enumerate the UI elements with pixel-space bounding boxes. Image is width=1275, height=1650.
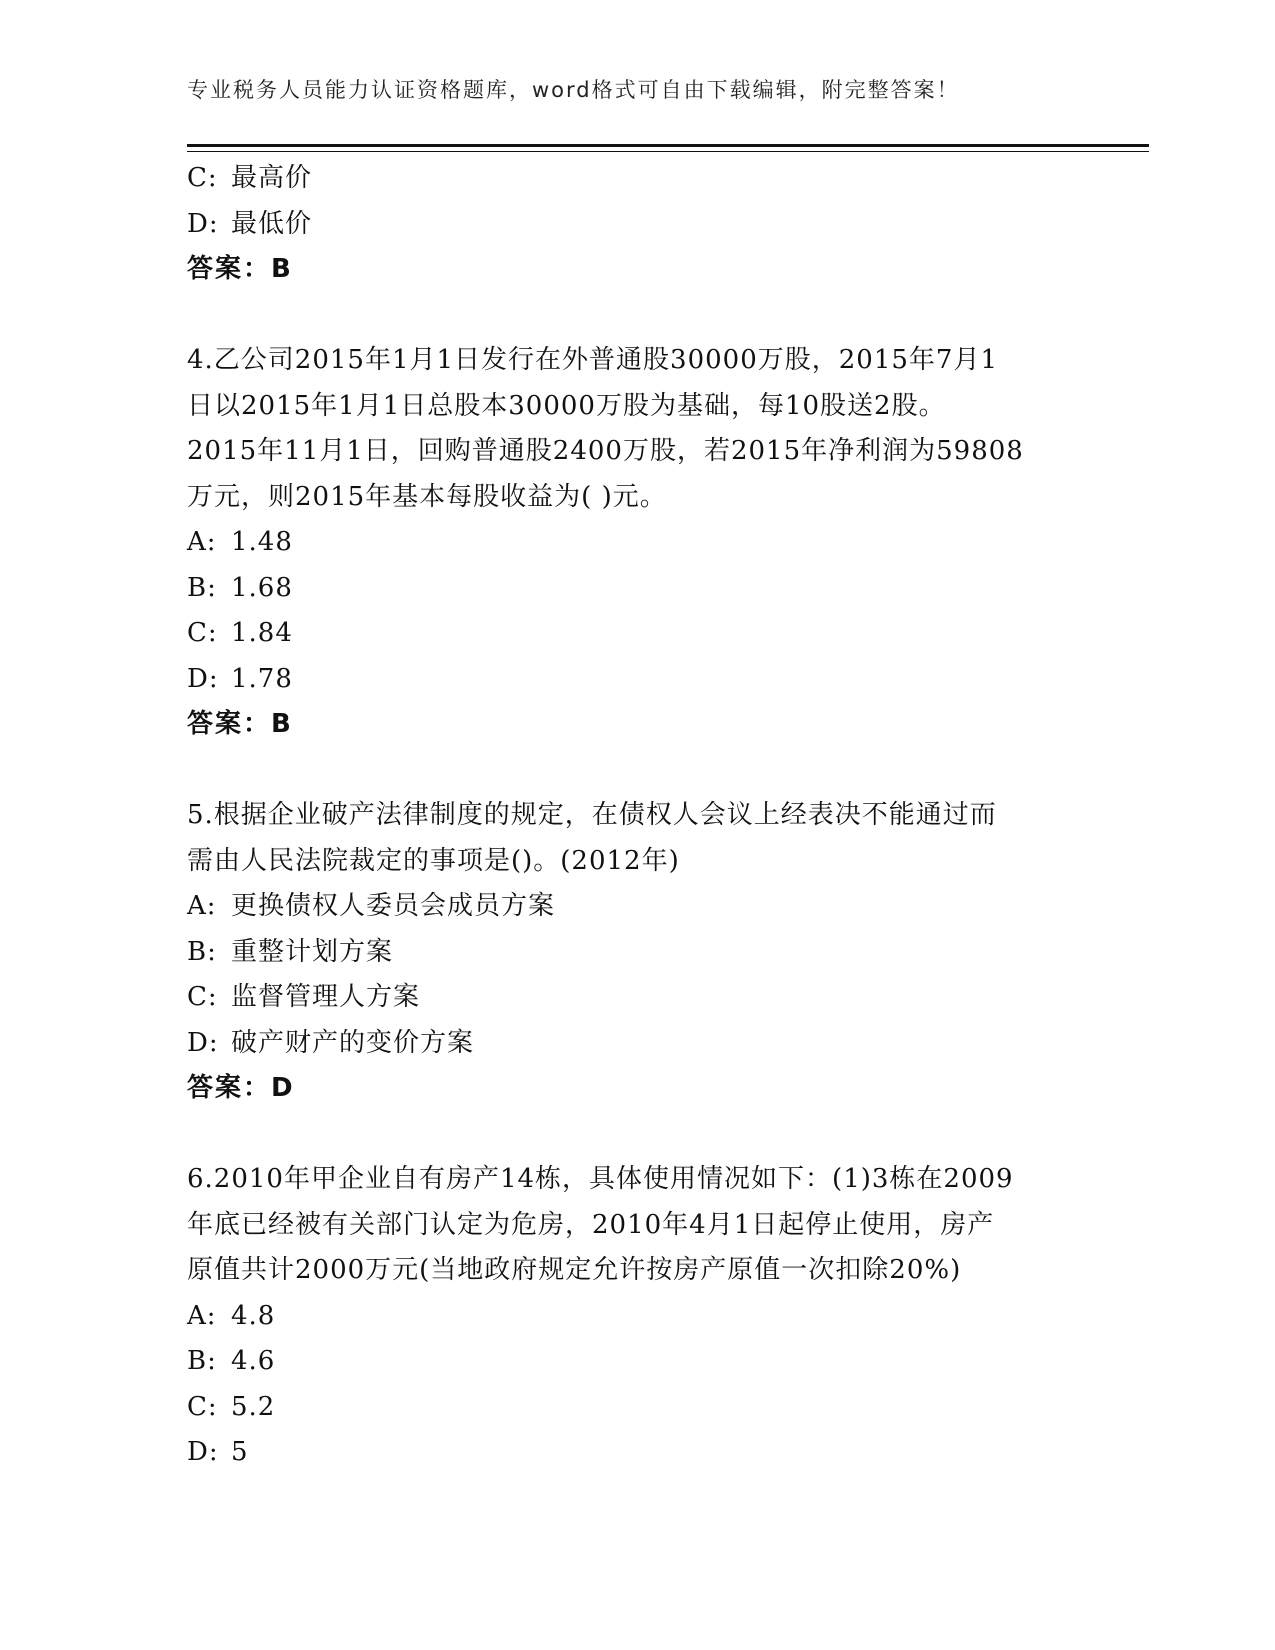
option-a: A: 1.48	[187, 527, 293, 557]
option-d: D: 最低价	[187, 208, 313, 239]
answer-label: 答案：D	[187, 1073, 295, 1103]
option-c: C: 1.84	[187, 618, 293, 648]
question-text-line: 万元，则2015年基本每股收益为( )元。	[187, 481, 667, 512]
question-3-tail	[187, 156, 1087, 293]
question-text-line: 原值共计2000万元(当地政府规定允许按房产原值一次扣除20%)	[187, 1255, 962, 1285]
question-text-line: 6.2010年甲企业自有房产14栋，具体使用情况如下：(1)3栋在2009	[187, 1164, 1014, 1194]
question-text-line: 4.乙公司2015年1月1日发行在外普通股30000万股，2015年7月1	[187, 345, 999, 375]
question-4	[187, 338, 1087, 748]
option-d: D: 1.78	[187, 663, 293, 694]
question-5	[187, 793, 1087, 1112]
answer-label: 答案：B	[187, 709, 293, 739]
question-text-line: 年底已经被有关部门认定为危房，2010年4月1日起停止使用，房产	[187, 1209, 995, 1240]
question-text-line: 日以2015年1月1日总股本30000万股为基础，每10股送2股。	[187, 390, 946, 421]
option-b: B: 重整计划方案	[187, 936, 394, 967]
question-text-line: 需由人民法院裁定的事项是()。(2012年)	[187, 845, 680, 876]
option-a: A: 4.8	[187, 1300, 276, 1331]
option-b: B: 4.6	[187, 1346, 276, 1376]
question-6	[187, 1157, 1087, 1476]
option-d: D: 破产财产的变价方案	[187, 1027, 475, 1058]
option-b: B: 1.68	[187, 572, 293, 603]
question-text-line: 2015年11月1日，回购普通股2400万股，若2015年净利润为59808	[187, 436, 1024, 466]
option-d: D: 5	[187, 1437, 249, 1467]
option-c: C: 监督管理人方案	[187, 982, 421, 1012]
option-a: A: 更换债权人委员会成员方案	[187, 891, 556, 921]
document-body	[187, 156, 1087, 1476]
header-rule-thin	[187, 151, 1149, 152]
spacer	[187, 748, 1087, 794]
spacer	[187, 293, 1087, 339]
page-header-title: 专业税务人员能力认证资格题库，word格式可自由下载编辑，附完整答案！	[187, 78, 960, 102]
option-c: C: 最高价	[187, 163, 313, 193]
question-text-line: 5.根据企业破产法律制度的规定，在债权人会议上经表决不能通过而	[187, 800, 997, 830]
option-c: C: 5.2	[187, 1391, 276, 1422]
answer-label: 答案：B	[187, 254, 293, 284]
header-rule-thick	[187, 144, 1149, 147]
spacer	[187, 1112, 1087, 1158]
